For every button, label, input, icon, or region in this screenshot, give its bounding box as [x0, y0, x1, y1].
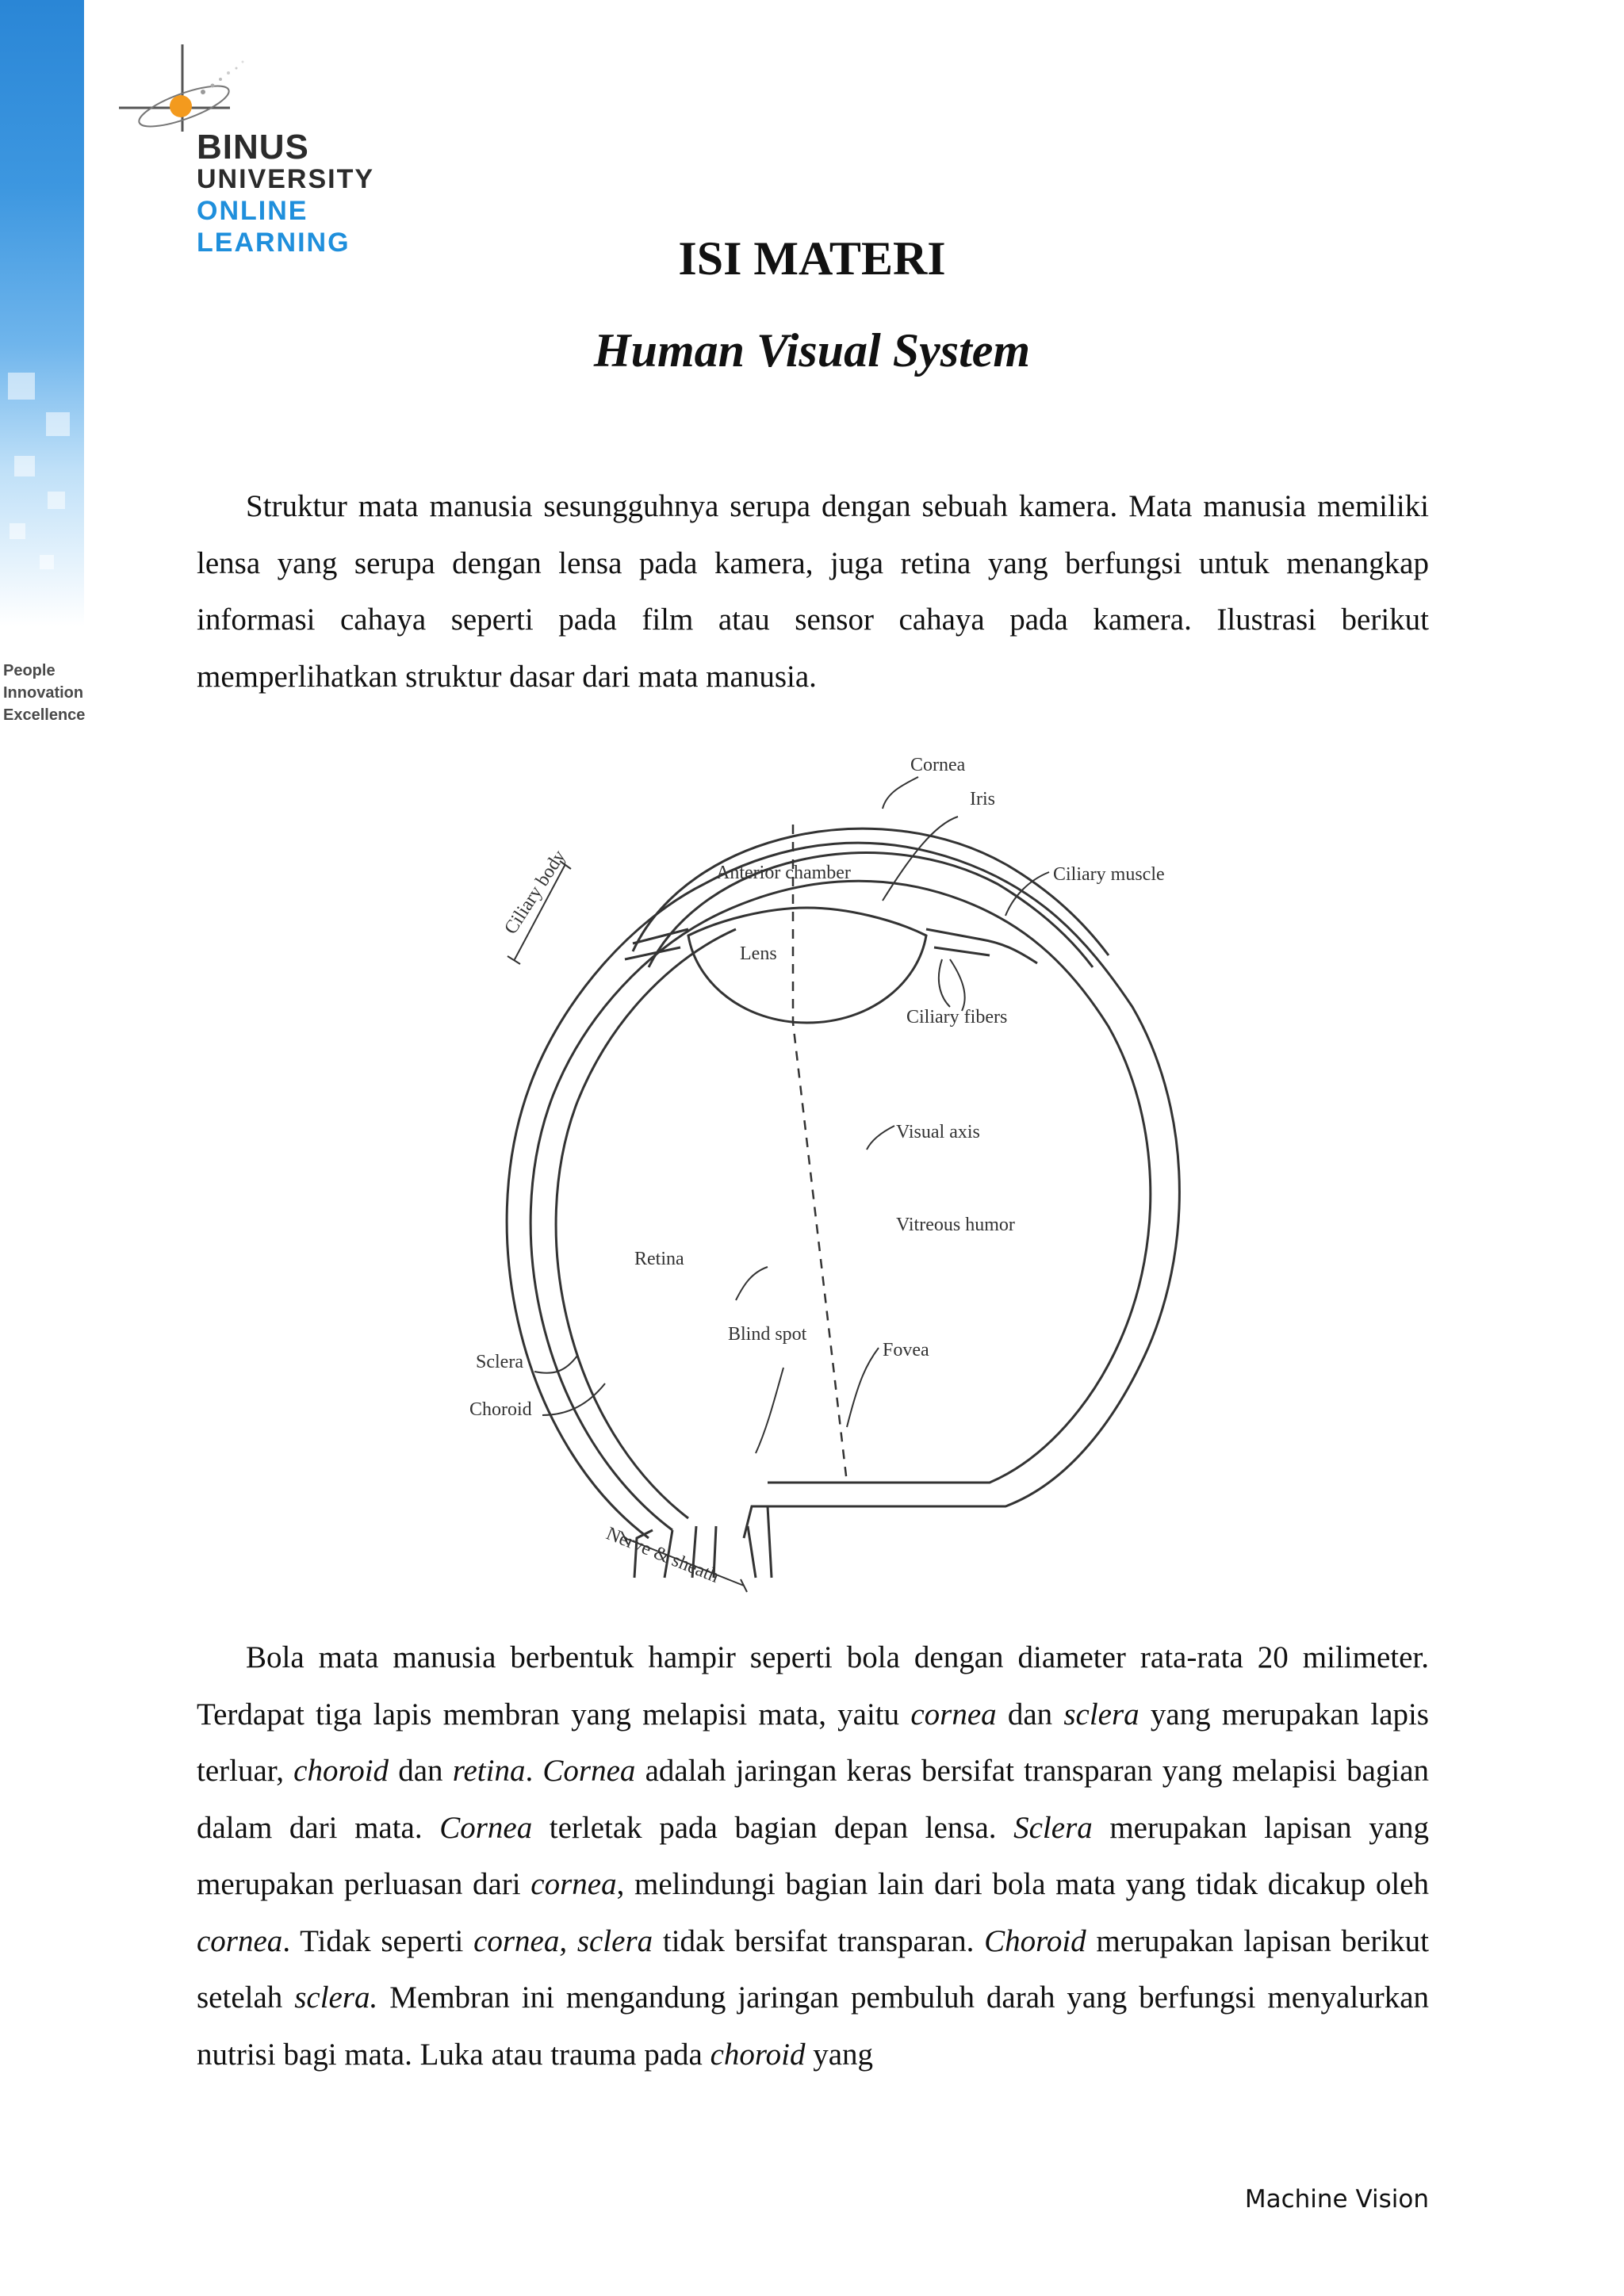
text-segment: yang [805, 2037, 874, 2072]
label-iris: Iris [970, 789, 995, 809]
text-segment: yang merupakan lapis terluar, [197, 1697, 1429, 1788]
label-vitreous-humor: Vitreous humor [896, 1215, 1015, 1235]
text-segment: adalah jaringan keras bersifat transparan yang melapisi bagian dalam dari mata. [197, 1754, 1430, 1845]
italic-term: choroid [293, 1754, 389, 1788]
label-lens: Lens [740, 943, 777, 964]
footer-course-name: Machine Vision [1244, 2185, 1429, 2214]
page-title: ISI MATERI [678, 232, 946, 285]
eye-labels [469, 755, 1165, 1587]
eye-structure [507, 777, 1179, 1592]
italic-term: sclera. [294, 1980, 378, 2015]
label-blind-spot: Blind spot [728, 1324, 807, 1345]
page-subtitle: Human Visual System [593, 324, 1031, 377]
label-ciliary-fibers: Ciliary fibers [906, 1007, 1008, 1027]
label-nerve-sheath: Nerve & sheath [603, 1523, 722, 1587]
italic-term: Choroid [984, 1923, 1086, 1958]
label-ciliary-body: Ciliary body [500, 846, 570, 939]
intro-paragraph: Struktur mata manusia sesungguhnya serupa dengan sebuah kamera. Mata manusia memiliki lensa yang serupa dengan lensa pada kamera, juga retina yang berfungsi untuk menangkap informasi cahaya seperti pada film atau sensor cahaya pada kamera. Ilustrasi berikut memperlihatkan struktur dasar dari mata manusia. [197, 489, 1429, 694]
label-sclera: Sclera [476, 1352, 523, 1372]
text-segment: , melindungi bagian lain dari bola mata yang tidak dicakup oleh [616, 1867, 1429, 1901]
text-segment: merupakan lapisan berikut setelah [197, 1923, 1430, 2015]
italic-term: cornea [910, 1697, 997, 1732]
human-eye-diagram [435, 745, 1240, 1594]
tagline-people: People [3, 662, 56, 679]
left-decorative-band [0, 0, 84, 626]
logo-online: ONLINE [197, 196, 308, 226]
tagline-innovation: Innovation [3, 684, 84, 702]
eye-diagram-svg [435, 745, 1240, 1594]
italic-term: Cornea [542, 1754, 636, 1788]
text-segment: Membran ini mengandung jaringan pembuluh darah yang berfungsi menyalurkan nutrisi bagi mata. Luka atau trauma pada [197, 1980, 1429, 2072]
label-fovea: Fovea [883, 1340, 929, 1360]
label-cornea: Cornea [910, 755, 966, 775]
text-segment: . [525, 1754, 543, 1788]
italic-term: cornea [530, 1867, 617, 1901]
label-visual-axis: Visual axis [896, 1122, 980, 1142]
italic-term: choroid [710, 2037, 806, 2072]
university-taglines [3, 660, 85, 726]
text-segment: dan [389, 1754, 453, 1788]
label-ciliary-muscle: Ciliary muscle [1053, 864, 1165, 885]
text-segment: . Tidak seperti [282, 1923, 474, 1958]
body-paragraph [197, 1629, 1429, 2083]
text-segment: dan [996, 1697, 1064, 1732]
italic-term: Cornea [439, 1810, 533, 1845]
italic-term: Sclera [1013, 1810, 1093, 1845]
italic-term: retina [452, 1754, 526, 1788]
italic-term: cornea [197, 1923, 283, 1958]
logo-learning: LEARNING [197, 228, 350, 258]
logo-binus: BINUS [197, 128, 309, 166]
text-segment: terletak pada bagian depan lensa. [532, 1810, 1014, 1845]
label-retina: Retina [634, 1249, 684, 1269]
italic-term: cornea, sclera [473, 1923, 653, 1958]
tagline-excellence: Excellence [3, 706, 86, 724]
text-segment: tidak bersifat transparan. [653, 1923, 985, 1958]
label-anterior-chamber: Anterior chamber [716, 863, 851, 883]
logo-university: UNIVERSITY [197, 164, 375, 194]
italic-term: sclera [1063, 1697, 1139, 1732]
label-choroid: Choroid [469, 1399, 532, 1420]
logo-orbit-icon [119, 44, 262, 132]
text-segment: Bola mata manusia berbentuk hampir seperti bola dengan diameter rata-rata 20 milimeter. Terdapat tiga lapis membran yang melapisi mata, yaitu [197, 1640, 1429, 1732]
text-segment: merupakan lapisan yang merupakan perluasan dari [197, 1810, 1430, 1901]
